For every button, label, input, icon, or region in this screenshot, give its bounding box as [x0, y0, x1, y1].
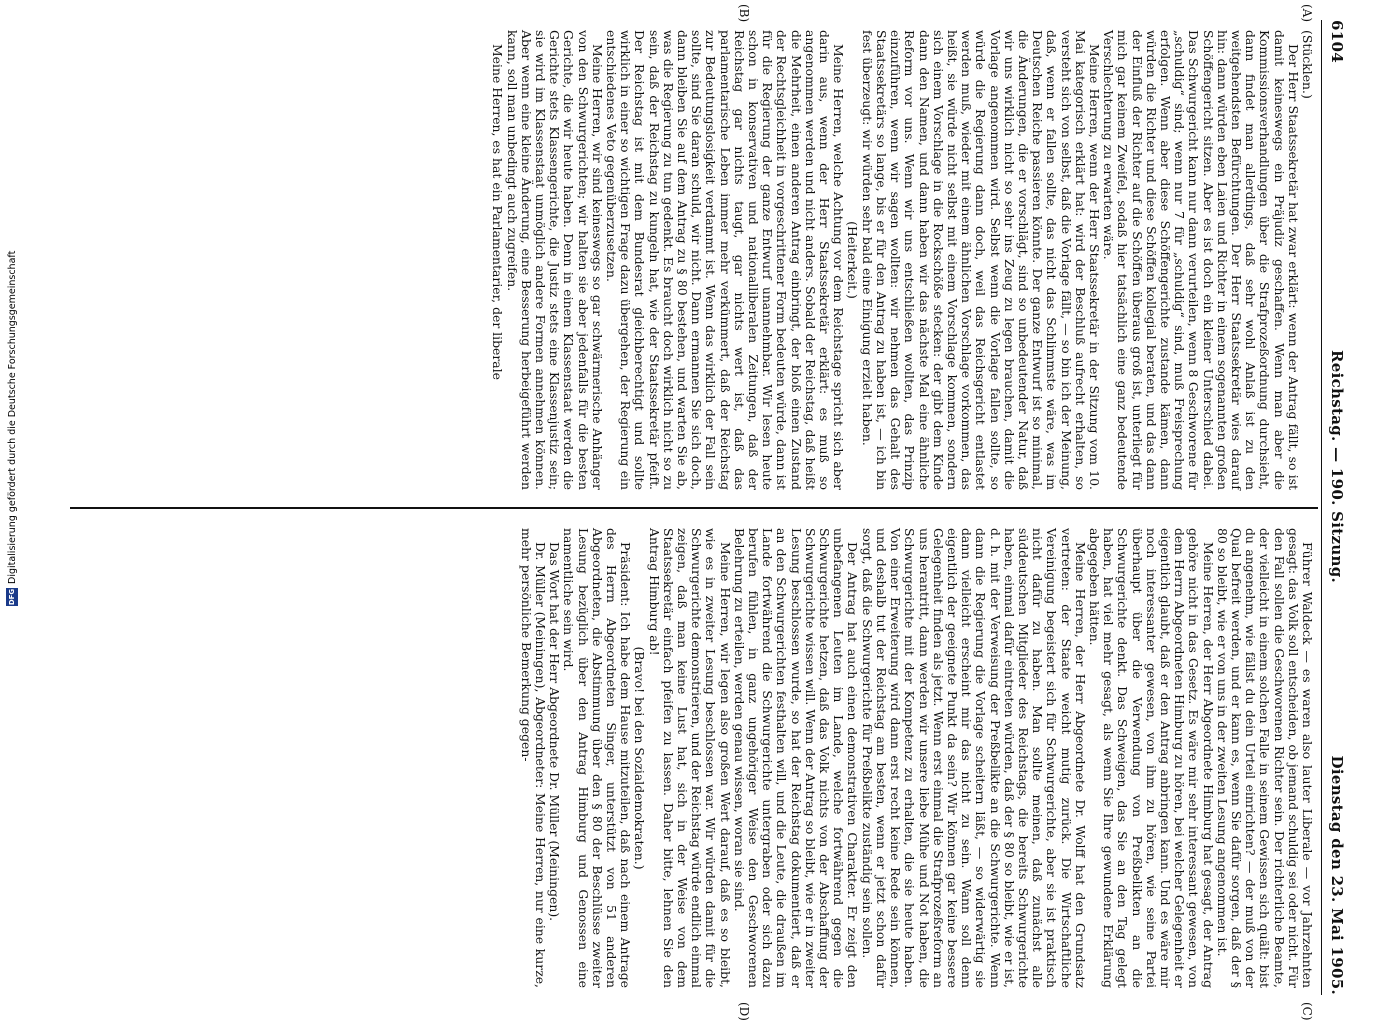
paragraph: Dr. Müller (Meiningen), Abgeordneter: Meine Herren, nur eine kurze, mehr persönliche Bemerkung gegen-: [518, 528, 549, 988]
margin-mark-d: (D): [737, 1002, 751, 1021]
running-header: [1321, 20, 1348, 995]
paragraph: Meine Herren, es hat ein Parlamentarier, der liberale: [490, 44, 506, 380]
paragraph: (Stücklen.): [1300, 30, 1315, 99]
margin-mark-b: (B): [737, 4, 751, 23]
header-session: Reichstag. — 190. Sitzung.: [1328, 350, 1346, 584]
dfg-logo: DFG: [8, 588, 16, 606]
scanned-page: [70, 4, 1348, 1021]
paragraph: Meine Herren, der Herr Abgeordnete Dr. Wolff hat den Grundsatz vertreten: der Staate weicht mutig zurück. Die Wirtschaftliche Vereinigung begeistert sich für Schwurgerichte, aber sie ist praktisch nicht dafür zu haben. Man sollte meinen, daß zunächst alle süddeutschen Mitglieder des Reichstags, die bereits Schwurgerichte haben, einmal dafür eintreten würden, daß der § 80 so bleibt, wie er ist, d. h. mit der Verweisung der Preßbelikte an die Schwurgerichte. Wenn dann die Regierung die Vorlage scheitern läßt, — so widerwärtig sie dann vielleicht erscheint mir das nicht zu sein. Wann soll denn eigentlich der geeignete Punkt da sein? Wir können gar keine bessere Gelegenheit finden als jetzt. Wenn erst einmal die Strafprozeßreform an uns herantritt, dann werden wir unsere liebe Mühe und Not haben, die Schwurgerichte mit der Kompetenz zu erhalten, die sie heute haben. Von einer Erweiterung wird dann erst recht keine Rede sein können, und deshalb tut der Reichstag am besten, wenn er jetzt schon dafür sorgt, daß die Schwurgerichte für Preßbelikte zuständig sein sollen.: [859, 528, 1088, 988]
paragraph: (Heiterkeit.): [845, 221, 861, 299]
paragraph: Meine Herren, wir sind keineswegs so gar schwärmerische Anhänger von den Schwurgerichten; wir halten sie aber jedenfalls für die besten Gerichte, die wir heute haben. Denn in einem Klassenstaat werden die Gerichte stets Klassengerichte, die Justiz stets eine Klassenjustiz sein; sie wird im Klassenstaat unmöglich andere Formen annehmen können. Aber wenn eine kleine Änderung, eine Besserung herbeigeführt werden kann, soll man unbedingt auch zugreifen.: [504, 30, 605, 490]
paragraph: Meine Herren, welche Achtung vor dem Reichstage spricht sich aber darin aus, wenn der Herr Staatssekretär erklärt: es muß so angenommen werden und nicht anders. Sobald der Reichstag, daß heißt die Mehrheit, einen anderen Antrag einbringt, der bloß einen Zustand der Rechtsgleichheit in vorgeschrittener Form bedeuten würde, dann ist für die Regierung der ganze Entwurf unannehmbar. Wir lesen heute schon in konservativen und nationalliberalen Zeitungen, daß der Reichstag gar nichts taugt, gar nichts wert ist, daß das parlamentarische Leben immer mehr verkümmert, daß der Reichstag zur Bedeutungslosigkeit verdammt ist. Wenn das wirklich der Fall sein sollte, sind Sie daran schuld, wir nicht. Dann ermannen Sie sich doch, dann bleiben Sie auf dem Antrag zu § 80 bestehen, und warten Sie ab, was die Regierung zu tun gedenkt. Es braucht doch wirklich nicht so zu sein, daß der Reichstag zu kungeln hat, wie der Staatssekretär pfeift. Der Reichstag ist mit dem Bundesrat gleichberechtigt und sollte wirklich in einer so wichtigen Frage dazu übergehen, der Regierung ein entschiedenes Veto gegenüberzusetzen.: [604, 30, 847, 490]
paragraph: Meine Herren, wir legen also großen Wert darauf, daß es so bleibt, wie es in zweiter Lesung beschlossen war. Wir würden damit für die Schwurgerichte demonstrieren, und der Reichstag würde endlich einmal zeigen, daß man keine Lust hat, sich in der Weise von dem Staatssekretär einfach pfeifen zu lassen. Daher bitte, lehnen Sie den Antrag Himburg ab!: [646, 528, 733, 988]
paragraph: Meine Herren, der Herr Abgeordnete Himburg hat gesagt, der Antrag gehöre nicht in das Gesetz. Es wäre mir sehr interessant gewesen, von dem Herrn Abgeordneten Himburg zu hören, bei welcher Gelegenheit er eigentlich glaubt, daß er den Antrag anbringen kann. Und es wäre mir noch interessanter gewesen, von ihm zu hören, wie seine Partei überhaupt über die Verwendung von Preßbelikten an die Schwurgerichte denkt. Das Schweigen, das Sie an den Tag gelegt haben, hat viel mehr gesagt, als wenn Sie Ihre gewundene Erklärung abgegeben hätten.: [1086, 528, 1216, 988]
margin-mark-a: (A): [1300, 4, 1314, 23]
footer-text: Digitalisierung gefördert durch die Deutsche Forschungsgemeinschaft: [6, 250, 18, 584]
paragraph: Das Wort hat der Herr Abgeordnete Dr. Müller (Meiningen).: [547, 542, 563, 922]
paragraph: Führer Waldeck — es waren also lauter Liberale — vor Jahrzehnten gesagt: das Volk soll entscheiden, ob jemand schuldig sei oder nicht. Für den Fall sollen die Geschworenen Richter sein. Der richterliche Beamte, der vielleicht in einem solchen Falle in seinem Gewissen sich quält: bist du angenehm, wie fällst du dein Urteil einrichten? — der muß von der Qual befreit werden, und er kann es, wenn Sie dafür sorgen, daß der § 80 so bleibt, wie er von uns in der zweiten Lesung angenommen ist.: [1214, 528, 1315, 988]
paragraph: (Bravo! bei den Sozialdemokraten.): [632, 646, 648, 870]
margin-mark-c: (C): [1300, 1002, 1314, 1021]
right-column: [519, 528, 1314, 988]
page-number: 6104: [1328, 20, 1346, 63]
header-date: Dienstag den 23. Mai 1905.: [1328, 755, 1346, 995]
paragraph: Meine Herren, wenn der Herr Staatssekretär in der Sitzung vom 10. Mai kategorisch erklärt hat: wird der Beschluß aufrecht erhalten, so versteht sich von selbst, daß die Vorlage fällt, — so bin ich der Meinung, daß, wenn er fallen sollte, das nicht das Schlimmste wäre, was im Deutschen Reiche passieren könnte. Der ganze Entwurf ist so minimal, die Änderungen, die er vorschlägt, sind so unbedeutender Natur, daß wir uns wirklich nicht so sehr ins Zeug zu legen brauchen, damit die Vorlage angenommen wird. Selbst wenn die Vorlage fallen sollte, so würde die Regierung dann doch, weil das Reichsgericht entlastet werden muß, wieder mit einem ähnlichen Vorschlage vorkommen, das heißt, sie würde nicht selbst mit einem Vorschlage kommen, sondern sich einem Vorschlage in die Rockschöße stecken: der gibt dem Kinde dann den Namen, und dann haben wir das nächste Mal eine ähnliche Reform vor uns. Wenn wir uns entschließen wollten, das Prinzip einzuführen, wenn wir sagen wollten: wir nehmen das Gehalt des Staatssekretärs so lange, bis er für den Antrag zu haben ist, — ich bin fest überzeugt: wir würden sehr bald eine Einigung erzielt haben.: [859, 30, 1102, 490]
paragraph: Präsident: Ich habe dem Hause mitzuteilen, daß nach einem Antrage des Herrn Abgeordneten Singer, unterstützt von 51 anderen Abgeordneten, die Abstimmung über den § 80 der Beschlüsse zweiter Lesung bezüglich über den Antrag Himburg und Genossen eine namentliche sein wird.: [561, 528, 634, 988]
paragraph: Der Herr Staatssekretär hat zwar erklärt: wenn der Antrag fällt, so ist damit keineswegs ein Präjudiz geschaffen. Wenn man aber die Kommissionsverhandlungen über die Strafprozeßordnung durchsieht, dann findet man allerdings, daß sehr wohl Anlaß ist zu den weitgehendsten Befürchtungen. Der Herr Staatssekretär wies darauf hin: dann würden eben Laien und Richter in einem sogenannten großen Schöffengericht sitzen. Aber es ist doch ein kleiner Unterschied dabei. Das Schwurgericht kann nur dann verurteilen, wenn 8 Geschworene für „schuldig“ sind; wenn nur 7 für „schuldig“ sind, muß Freisprechung erfolgen. Wenn aber diese Schöffengerichte zustande kämen, dann würden die Richter und diese Schöffen kollegial beraten, und das dann der Einfluß der Richter auf die Schöffen überaus groß ist, unterliegt für mich gar keinem Zweifel, sodaß hier tatsächlich eine ganz bedeutende Verschlechterung zu erwarten wäre.: [1101, 30, 1301, 490]
digitization-footer: [4, 226, 20, 606]
paragraph: Der Antrag hat auch einen demonstrativen Charakter. Er zeigt den unbefangenen Leuten im Lande, welche fortwährend gegen die Schwurgerichte hetzen, daß das Volk nichts von der Abschaffung der Schwurgerichte wissen will. Wenn der Antrag so bleibt, wie er in zweiter Lesung beschlossen wurde, so hat der Reichstag dokumentiert, daß er an den Schwurgerichten festhalten will, und die Leute, die draußen im Lande fortwährend die Schwurgerichte untergraben oder sich dazu berufen fühlen, in ganz ungehöriger Weise den Geschworenen Belehrung zu erteilen, werden genau wissen, woran sie sind.: [731, 528, 861, 988]
column-divider: [70, 507, 1318, 509]
left-column: [490, 30, 1314, 490]
